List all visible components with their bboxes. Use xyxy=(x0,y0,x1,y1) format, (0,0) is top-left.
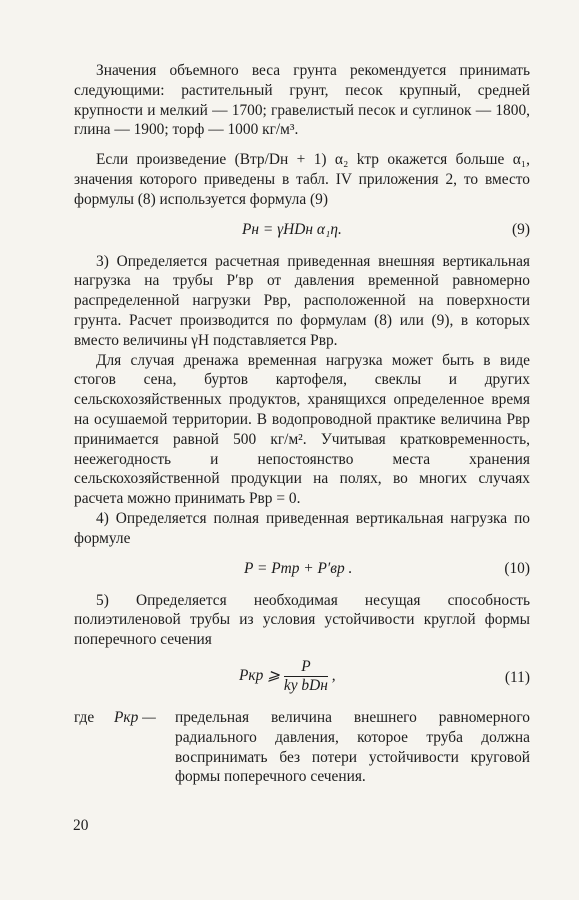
formula-11-expression xyxy=(239,658,336,695)
formula-11 xyxy=(74,656,530,702)
formula-9-number: (9) xyxy=(512,220,530,238)
paragraph-product-condition: Если произведение (Bтр/Dн + 1) α₂ kтр окажется больше α₁, значения которого приведены в табл. IV приложения 2, то вместо формулы (8) используется формула (9) xyxy=(74,151,530,208)
paragraph-drainage-load: Для случая дренажа временная нагрузка может быть в виде стогов сена, буртов картофеля, свеклы и других сельскохозяйственных продуктов, хранящихся определенное время на осушаемой территории. В водопроводной практике величина Pвр принимается равной 500 кг/м². Учитывая кратковременность, неежегодность и непостоянство места хранения сельскохозяйственной продукции на полях, во многих случаях расчета можно принимать Pвр = 0. xyxy=(74,351,530,508)
formula-9 xyxy=(74,216,530,246)
where-clause xyxy=(74,708,530,787)
paragraph-step-5: 5) Определяется необходимая несущая способность полиэтиленовой трубы из условия устойчивости круглой формы поперечного сечения xyxy=(74,591,530,649)
formula-10 xyxy=(74,555,530,585)
formula-11-fraction xyxy=(284,658,328,695)
paragraph-step-4: 4) Определяется полная приведенная вертикальная нагрузка по формуле xyxy=(74,509,530,547)
formula-10-expression: P = Pтр + P′вр . xyxy=(244,559,353,577)
formula-11-number: (11) xyxy=(504,668,530,686)
formula-11-denominator: kу bDн xyxy=(283,676,328,694)
where-symbol: Pкр — xyxy=(114,708,156,726)
formula-9-expression: Pн = γHDн α₁η. xyxy=(242,220,342,238)
formula-11-numerator: P xyxy=(284,658,328,677)
formula-11-tail: , xyxy=(331,666,336,684)
where-word: где xyxy=(74,708,95,726)
page-number: 20 xyxy=(73,817,89,834)
paragraph-soil-weights: Значения объемного веса грунта рекомендуется принимать следующими: растительный грунт, песок крупный, средней крупности и мелкий — 1700; гравелистый песок и суглинок — 1800, глина — 1900; торф — 1000 кг/м³. xyxy=(74,62,530,139)
formula-10-number: (10) xyxy=(504,559,530,577)
page-text xyxy=(74,61,530,787)
paragraph-step-3: 3) Определяется расчетная приведенная внешняя вертикальная нагрузка на трубы P′вр от давления временной равномерно распределенной нагрузки Pвр, расположенной на поверхности грунта. Расчет производится по формулам (8) или (9), в которых вместо величины γH подставляется Pвр. xyxy=(74,252,530,349)
formula-11-left: Pкр ⩾ xyxy=(239,666,281,684)
where-definition: предельная величина внешнего равномерного радиального давления, которое труба должна воспринимать без потери устойчивости круговой формы поперечного сечения. xyxy=(175,708,530,786)
